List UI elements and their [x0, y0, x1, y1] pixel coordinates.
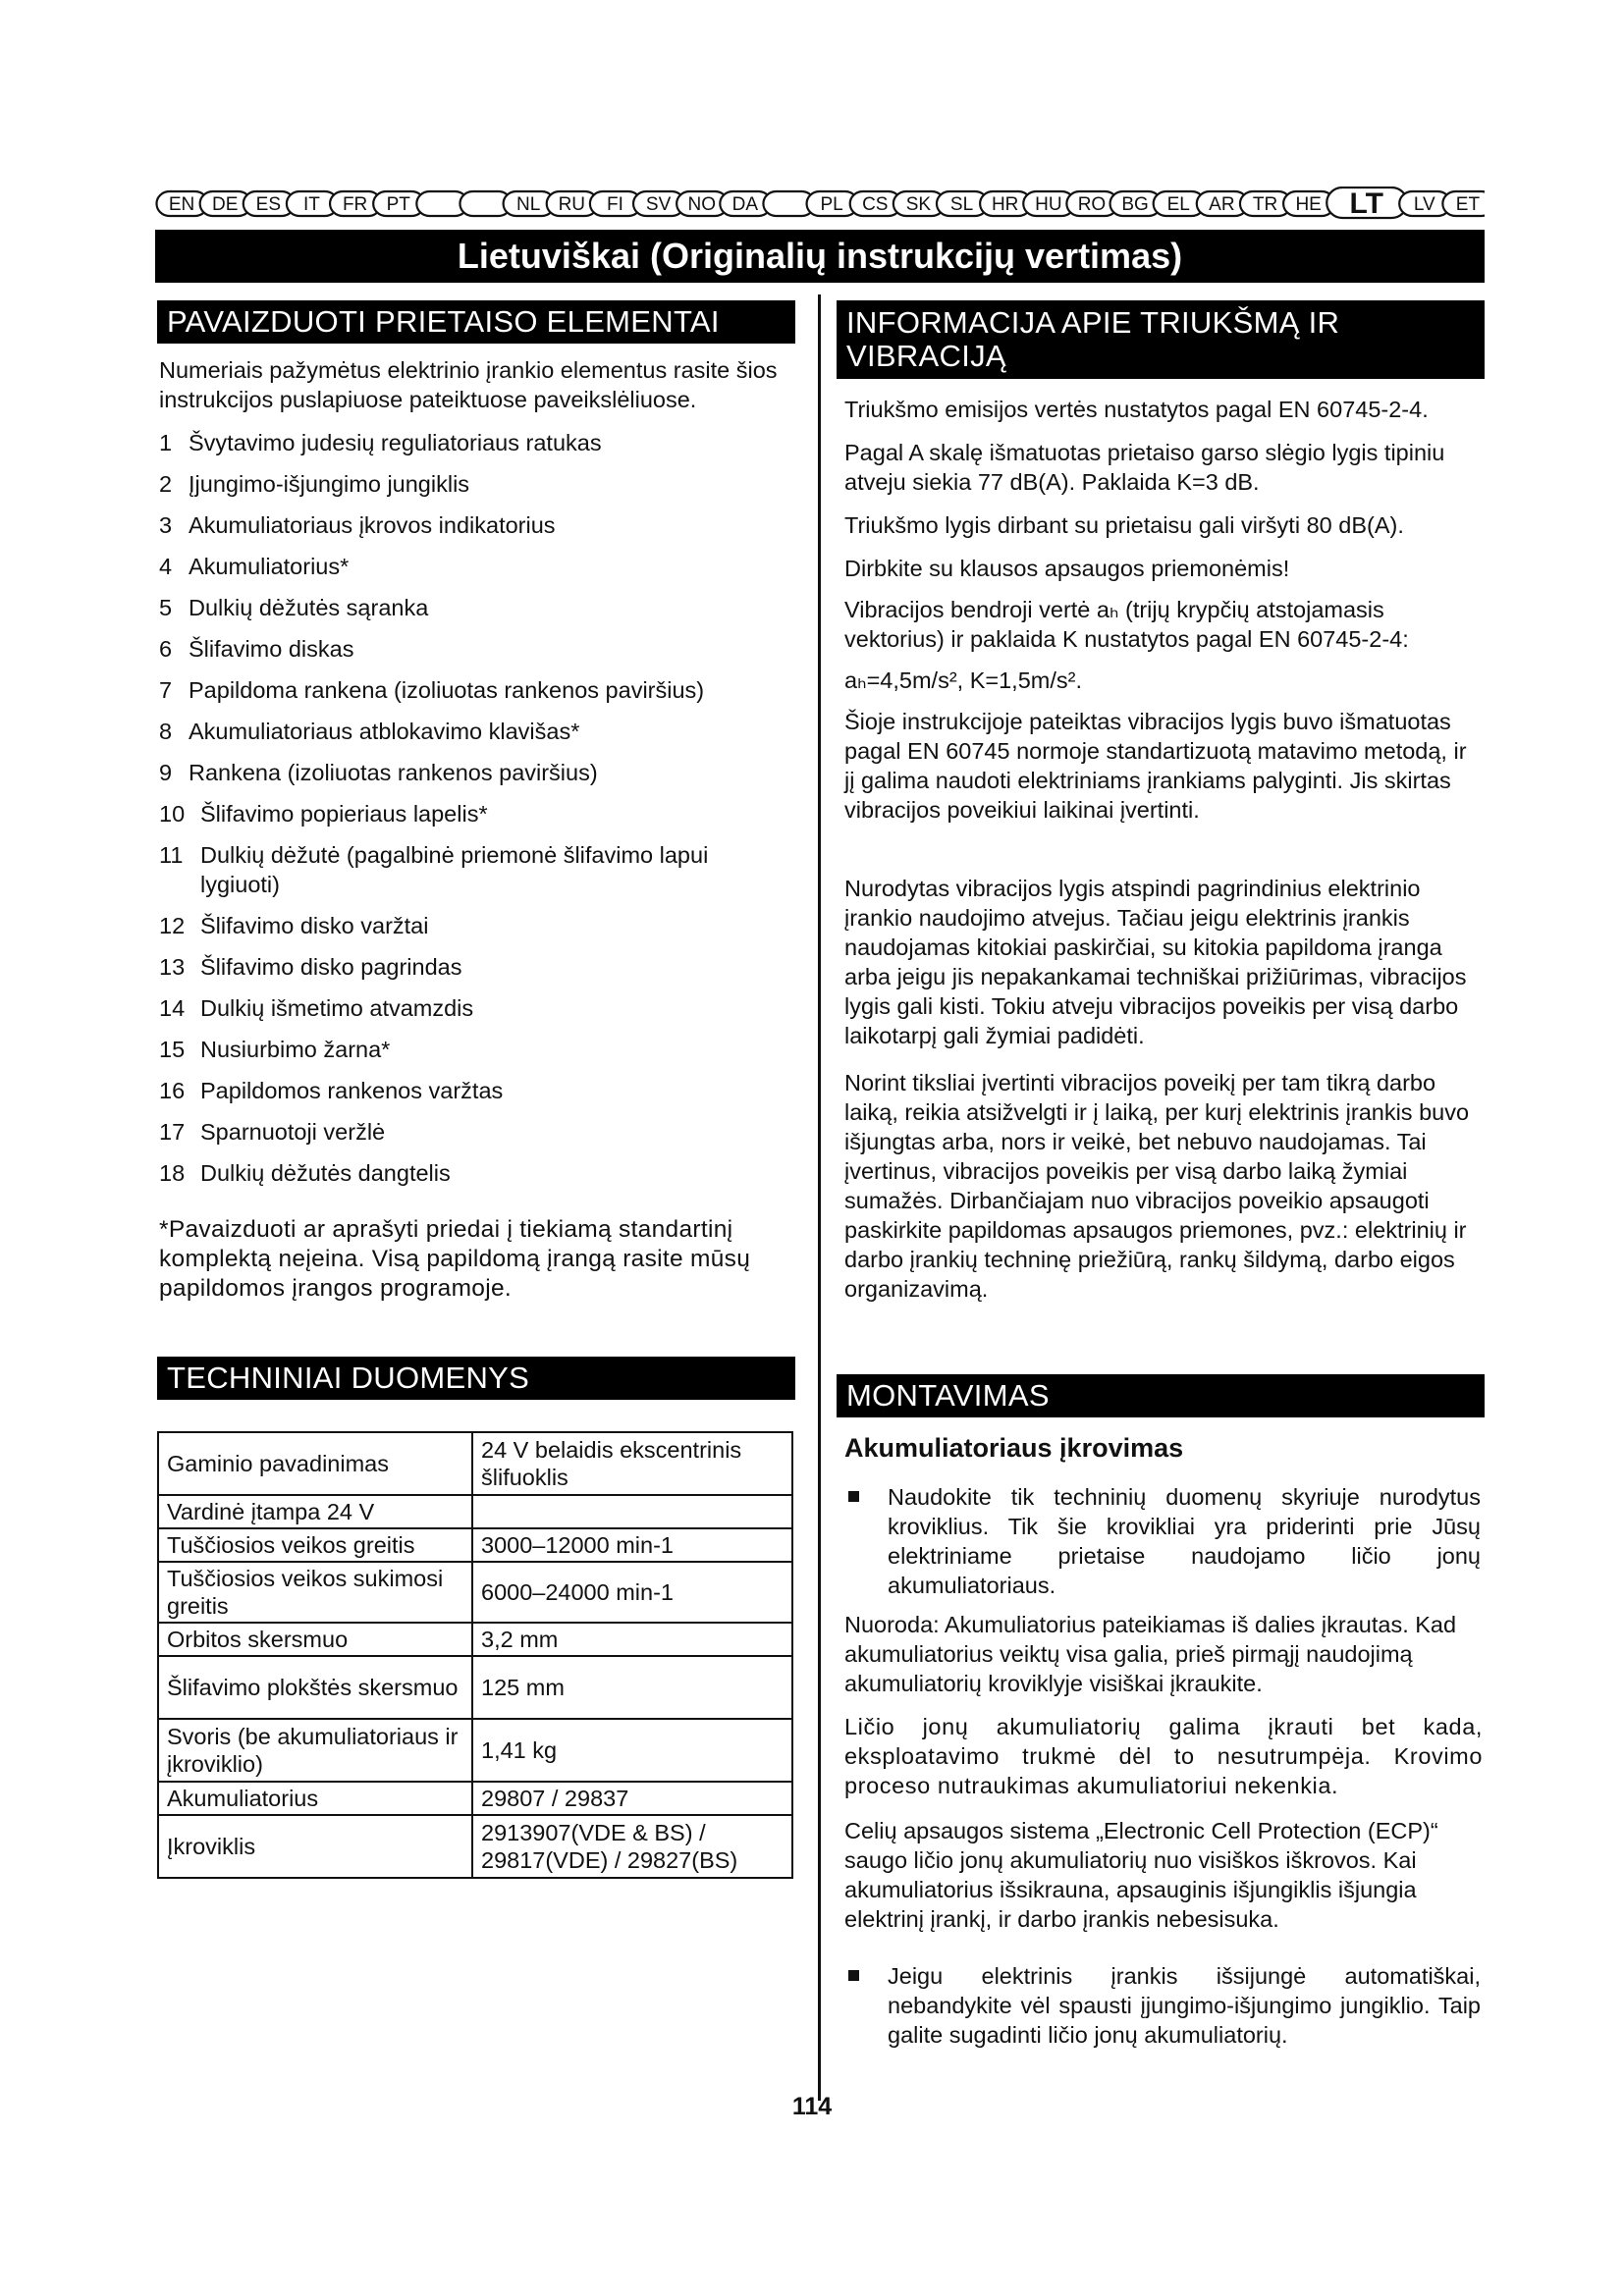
spec-value [472, 1495, 792, 1528]
element-label: Sparnuotoji veržlė [200, 1119, 386, 1145]
language-tab-label: HR [991, 194, 1019, 215]
elements-intro: Numeriais pažymėtus elektrinio įrankio elementus rasite šios instrukcijos puslapiuose pateiktuose paveikslėliuose. [159, 357, 778, 412]
spec-row [158, 1719, 792, 1782]
charging-subheading: Akumuliatoriaus įkrovimas [844, 1433, 1184, 1463]
noise-p8: Nurodytas vibracijos lygis atspindi pagrindinius elektrinio įrankio naudojimo atvejus. Tačiau jeigu elektrinis įrankis naudojamas kitokiai paskirčiai, su kitokia papildoma įranga arba jeigu jis nepakankamai techniškai prižiūrimas, vibracijos lygis gali kisti. Tokiu atveju vibracijos poveikis per visą darbo laikotarpį gali žymiai padidėti. [844, 876, 1467, 1048]
language-tab-label: RU [558, 194, 586, 215]
language-tab-label: RO [1077, 194, 1107, 215]
element-number: 6 [159, 636, 173, 662]
element-number: 10 [159, 801, 186, 827]
element-number: 2 [159, 471, 173, 497]
language-tab-label: NL [516, 194, 541, 215]
element-item-1 [159, 428, 789, 457]
montage-p2: Ličio jonų akumuliatorių galima įkrauti bet kada, eksploatavimo trukmė dėl to nesutrumpėja. Krovimo proceso nutraukimas akumuliatoriui nekenkia. [844, 1714, 1483, 1798]
language-tab-label: CS [862, 194, 889, 215]
spec-row [158, 1623, 792, 1656]
bullet-item [844, 1961, 1481, 2050]
element-item-11 [159, 840, 789, 899]
noise-p7: Šioje instrukcijoje pateiktas vibracijos lygis buvo išmatuotas pagal EN 60745 normoje standartizuotą matavimo metodą, ir jį galima naudoti elektriniams įrankiams palyginti. Jis skirtas vibracijos poveikiui laikinai įvertinti. [844, 709, 1467, 823]
element-label: Šlifavimo disko pagrindas [200, 954, 462, 980]
spec-value: 24 V belaidis ekscentrinis šlifuoklis [472, 1432, 792, 1495]
montage-bullets-2 [844, 1961, 1481, 2050]
element-item-5 [159, 593, 789, 622]
element-label: Papildomos rankenos varžtas [200, 1078, 504, 1103]
element-item-2 [159, 469, 789, 499]
bullet-square-icon [848, 1970, 859, 1981]
spec-row [158, 1528, 792, 1562]
spec-row [158, 1432, 792, 1495]
element-number: 1 [159, 430, 173, 455]
column-divider [818, 294, 821, 2101]
spec-value: 6000–24000 min-1 [472, 1562, 792, 1623]
language-tab-label: SL [949, 194, 974, 215]
spec-label: Šlifavimo plokštės skersmuo [158, 1656, 472, 1719]
element-item-18 [159, 1158, 789, 1188]
element-item-3 [159, 510, 789, 540]
element-label: Akumuliatorius* [189, 554, 350, 579]
language-tab-label: ES [255, 194, 282, 215]
bullet-text: Naudokite tik techninių duomenų skyriuje nurodytus kroviklius. Tik šie krovikliai yra priderinti prie Jūsų elektriniame prietaise naudojamo ličio jonų akumuliatoriaus. [888, 1484, 1481, 1598]
spec-value: 125 mm [472, 1656, 792, 1719]
element-label: Dulkių dėžutės sąranka [189, 595, 429, 620]
language-tab-label: IT [303, 194, 320, 215]
spec-value: 29807 / 29837 [472, 1782, 792, 1815]
element-number: 4 [159, 554, 173, 579]
spec-table [157, 1431, 793, 1879]
language-tab-label: AR [1209, 194, 1235, 215]
bullet-text: Jeigu elektrinis įrankis išsijungė automatiškai, nebandykite vėl spausti įjungimo-išjungimo jungiklio. Taip galite sugadinti ličio jonų akumuliatorių. [888, 1963, 1481, 2048]
spec-label: Svoris (be akumuliatoriaus ir įkroviklio) [158, 1719, 472, 1782]
spec-value: 3,2 mm [472, 1623, 792, 1656]
language-tab-label: FI [607, 194, 623, 215]
element-label: Švytavimo judesių reguliatoriaus ratukas [189, 430, 602, 455]
element-label: Šlifavimo disko varžtai [200, 913, 429, 938]
page-title: Lietuviškai (Originalių instrukcijų vertimas) [155, 230, 1485, 283]
spec-label: Įkroviklis [158, 1815, 472, 1878]
element-label: Šlifavimo diskas [189, 636, 354, 662]
element-label: Šlifavimo popieriaus lapelis* [200, 801, 488, 827]
noise-p1: Triukšmo emisijos vertės nustatytos pagal EN 60745-2-4. [844, 397, 1429, 422]
element-item-12 [159, 911, 789, 940]
element-item-17 [159, 1117, 789, 1147]
language-tab-label: HU [1035, 194, 1062, 215]
spec-row [158, 1656, 792, 1719]
element-number: 8 [159, 719, 173, 744]
montage-p3: Celių apsaugos sistema „Electronic Cell Protection (ECP)“ saugo ličio jonų akumuliatorių nuo visiškos iškrovos. Kai akumuliatorius išsikrauna, apsauginis išjungiklis išjungia elektrinį įrankį, ir darbo įrankis nebesisuka. [844, 1818, 1438, 1932]
noise-p4: Dirbkite su klausos apsaugos priemonėmis! [844, 556, 1290, 581]
language-tab-label: EN [168, 194, 195, 215]
element-number: 16 [159, 1078, 186, 1103]
element-item-4 [159, 552, 789, 581]
language-tab-label: DE [212, 194, 239, 215]
element-number: 13 [159, 954, 186, 980]
element-item-10 [159, 799, 789, 828]
element-label: Akumuliatoriaus įkrovos indikatorius [189, 512, 556, 538]
bullet-square-icon [848, 1491, 859, 1502]
element-item-14 [159, 993, 789, 1023]
element-number: 15 [159, 1037, 186, 1062]
language-tab-label: SK [905, 194, 932, 215]
spec-label: Orbitos skersmuo [158, 1623, 472, 1656]
noise-p9: Norint tiksliai įvertinti vibracijos poveikį per tam tikrą darbo laiką, reikia atsižvelgti ir į laiką, per kurį elektrinis įrankis buvo išjungtas arba, nors ir veikė, bet nebuvo naudojamas. Tai įvertinus, vibracijos poveikis per visą darbo laiką žymiai sumažės. Dirbančiajam nuo vibracijos poveikio apsaugoti paskirkite papildomas apsaugos priemones, pvz.: elektrinių ir darbo įrankių techninę priežiūrą, rankų šildymą, darbo eigos organizavimą. [844, 1070, 1470, 1302]
elements-footnote: *Pavaizduoti ar aprašyti priedai į tiekiamą standartinį komplektą neįeina. Visą papildomą įrangą rasite mūsų papildomos įrangos programoje. [159, 1216, 751, 1302]
language-tab-label: HE [1295, 194, 1322, 215]
tech-heading: TECHNINIAI DUOMENYS [157, 1357, 795, 1400]
element-item-6 [159, 634, 789, 664]
element-label: Dulkių išmetimo atvamzdis [200, 995, 474, 1021]
element-number: 5 [159, 595, 173, 620]
language-tab-label: PT [386, 194, 410, 215]
spec-label: Akumuliatorius [158, 1782, 472, 1815]
spec-row [158, 1495, 792, 1528]
noise-p6: aₕ=4,5m/s², K=1,5m/s². [844, 667, 1082, 693]
montage-p1: Nuoroda: Akumuliatorius pateikiamas iš dalies įkrautas. Kad akumuliatorius veiktų visa galia, prieš pirmąjį naudojimą akumuliatorių kroviklyje visiškai įkraukite. [844, 1612, 1457, 1696]
language-tab-label: FR [342, 194, 368, 215]
spec-value: 2913907(VDE & BS) / 29817(VDE) / 29827(BS) [472, 1815, 792, 1878]
language-tab-label: ET [1455, 194, 1481, 215]
element-label: Papildoma rankena (izoliuotas rankenos paviršius) [189, 677, 705, 703]
element-item-16 [159, 1076, 789, 1105]
language-tab-label: DA [731, 194, 759, 215]
noise-heading: INFORMACIJA APIE TRIUKŠMĄ IR VIBRACIJĄ [837, 300, 1485, 379]
spec-row [158, 1815, 792, 1878]
element-item-15 [159, 1035, 789, 1064]
page-number: 114 [791, 2093, 833, 2120]
element-number: 12 [159, 913, 186, 938]
spec-value: 3000–12000 min-1 [472, 1528, 792, 1562]
language-tab-label: EL [1166, 194, 1190, 215]
element-number: 14 [159, 995, 186, 1021]
montage-heading: MONTAVIMAS [837, 1374, 1485, 1417]
element-number: 11 [159, 842, 184, 868]
spec-label: Tuščiosios veikos greitis [158, 1528, 472, 1562]
noise-p3: Triukšmo lygis dirbant su prietaisu gali viršyti 80 dB(A). [844, 512, 1404, 538]
spec-value: 1,41 kg [472, 1719, 792, 1782]
element-item-7 [159, 675, 789, 705]
spec-label: Tuščiosios veikos sukimosi greitis [158, 1562, 472, 1623]
element-label: Įjungimo-išjungimo jungiklis [189, 471, 470, 497]
element-number: 7 [159, 677, 173, 703]
element-item-9 [159, 758, 789, 787]
language-tab-label: LV [1413, 194, 1435, 215]
spec-row [158, 1562, 792, 1623]
element-item-8 [159, 717, 789, 746]
language-tab-et [1442, 191, 1485, 216]
element-label: Akumuliatoriaus atblokavimo klavišas* [189, 719, 580, 744]
language-tab-strip [155, 187, 1485, 220]
element-label: Dulkių dėžutė (pagalbinė priemonė šlifavimo lapui lygiuoti) [200, 842, 709, 897]
language-tab-label: PL [820, 194, 843, 215]
element-label: Nusiurbimo žarna* [200, 1037, 391, 1062]
elements-list [159, 428, 789, 1200]
element-label: Rankena (izoliuotas rankenos paviršius) [189, 760, 598, 785]
spec-row [158, 1782, 792, 1815]
language-tab-label: BG [1121, 194, 1149, 215]
language-tabs [155, 187, 1485, 220]
language-tab-label: NO [687, 194, 716, 215]
noise-p2: Pagal A skalę išmatuotas prietaiso garso slėgio lygis tipiniu atveju siekia 77 dB(A). Paklaida K=3 dB. [844, 440, 1445, 495]
language-tab-label: SV [645, 194, 672, 215]
spec-label: Vardinė įtampa 24 V [158, 1495, 472, 1528]
language-tab-label: TR [1252, 194, 1278, 215]
noise-p5: Vibracijos bendroji vertė aₕ (trijų krypčių atstojamasis vektorius) ir paklaida K nustatytos pagal EN 60745-2-4: [844, 597, 1409, 652]
element-number: 9 [159, 760, 173, 785]
language-tab-label: LT [1349, 187, 1383, 220]
language-tab-lt [1326, 187, 1407, 220]
element-label: Dulkių dėžutės dangtelis [200, 1160, 451, 1186]
elements-heading: PAVAIZDUOTI PRIETAISO ELEMENTAI [157, 300, 795, 344]
element-number: 17 [159, 1119, 186, 1145]
bullet-item [844, 1482, 1481, 1600]
montage-bullets-1 [844, 1482, 1481, 1600]
element-item-13 [159, 952, 789, 982]
element-number: 3 [159, 512, 173, 538]
element-number: 18 [159, 1160, 186, 1186]
spec-label: Gaminio pavadinimas [158, 1432, 472, 1495]
